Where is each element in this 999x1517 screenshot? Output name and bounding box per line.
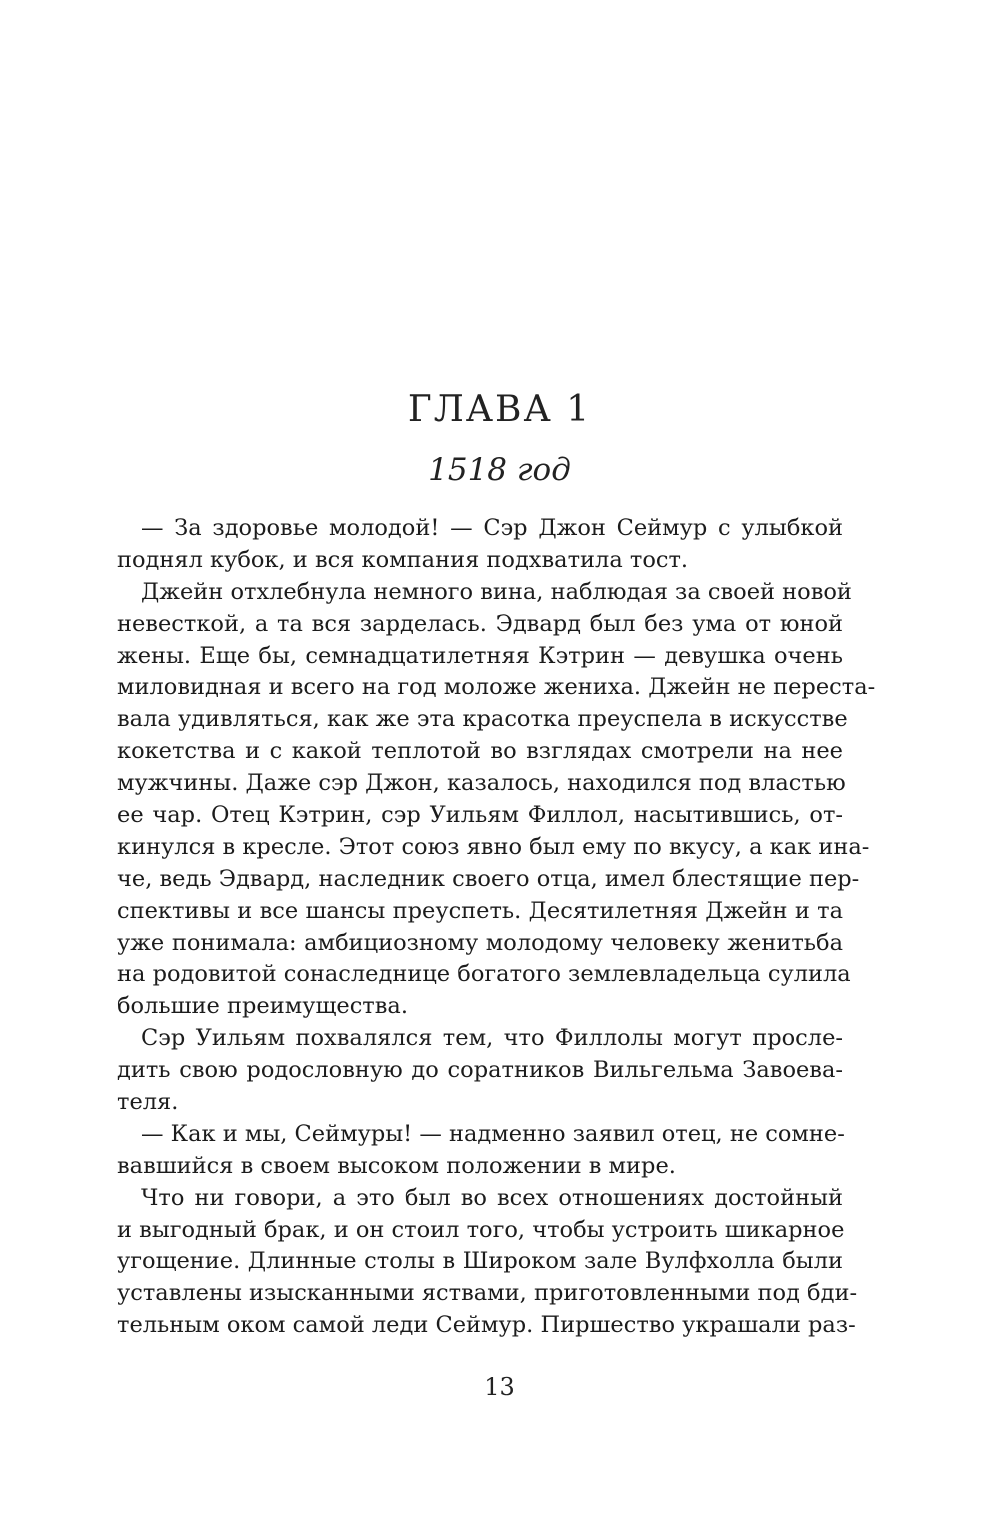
text-line: спективы и все шансы преуспеть. Десятилетняя Джейн и та xyxy=(117,897,843,924)
chapter-title: ГЛАВА 1 xyxy=(407,389,592,430)
text-line: вала удивляться, как же эта красотка преуспела в искусстве xyxy=(117,706,848,733)
text-line: уставлены изысканными яствами, приготовленными под бди- xyxy=(117,1280,858,1307)
text-line: кокетства и с какой теплотой во взглядах смотрели на нее xyxy=(117,738,843,765)
chapter-year: 1518 год xyxy=(428,452,571,488)
text-line: че, ведь Эдвард, наследник своего отца, имел блестящие пер- xyxy=(117,865,860,892)
text-line: теля. xyxy=(117,1089,179,1116)
text-line: мужчины. Даже сэр Джон, казалось, находился под властью xyxy=(117,770,846,797)
body-text xyxy=(117,513,876,1342)
text-line: уже понимала: амбициозному молодому человеку женитьба xyxy=(117,929,843,956)
text-line: — За здоровье молодой! — Сэр Джон Сеймур с улыбкой xyxy=(141,515,843,541)
text-line: — Как и мы, Сеймуры! — надменно заявил отец, не сомне- xyxy=(141,1120,845,1147)
page-number: 13 xyxy=(484,1373,515,1401)
text-line: угощение. Длинные столы в Широком зале Вулфхолла были xyxy=(117,1248,843,1275)
text-line: кинулся в кресле. Этот союз явно был ему по вкусу, а как ина- xyxy=(117,833,870,860)
text-line: на родовитой сонаследнице богатого землевладельца сулила xyxy=(117,961,851,988)
text-line: вавшийся в своем высоком положении в мире. xyxy=(117,1152,676,1179)
text-line: Джейн отхлебнула немного вина, наблюдая за своей новой xyxy=(141,578,852,605)
text-line: миловидная и всего на год моложе жениха. Джейн не переста- xyxy=(117,674,876,701)
text-line: жены. Еще бы, семнадцатилетняя Кэтрин — девушка очень xyxy=(117,642,843,669)
text-line: большие преимущества. xyxy=(117,993,408,1020)
text-line: Сэр Уильям похвалялся тем, что Филлолы могут просле- xyxy=(141,1025,843,1052)
text-line: дить свою родословную до соратников Вильгельма Завоева- xyxy=(117,1057,843,1084)
text-line: ее чар. Отец Кэтрин, сэр Уильям Филлол, насытившись, от- xyxy=(117,802,843,829)
text-line: Что ни говори, а это был во всех отношениях достойный xyxy=(141,1184,843,1211)
text-line: невесткой, а та вся зарделась. Эдвард был без ума от юной xyxy=(117,610,843,637)
text-line: поднял кубок, и вся компания подхватила тост. xyxy=(117,546,689,573)
text-line: тельным оком самой леди Сеймур. Пиршество украшали раз- xyxy=(117,1312,856,1339)
text-line: и выгодный брак, и он стоил того, чтобы устроить шикарное xyxy=(117,1216,845,1243)
